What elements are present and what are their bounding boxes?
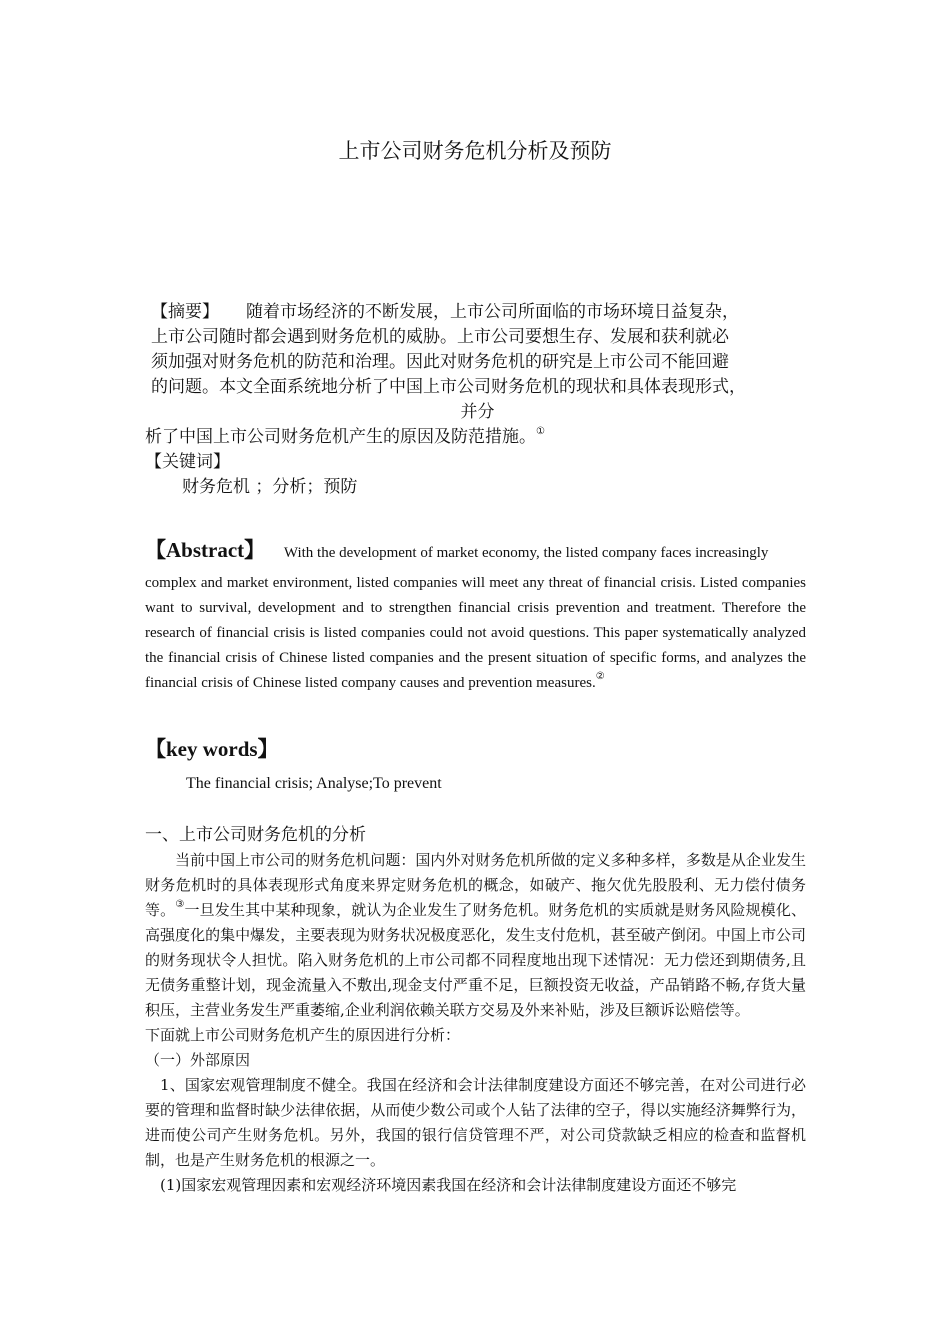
footnote-marker[interactable]: ③ xyxy=(175,899,185,910)
keywords-label: 【关键词】 xyxy=(145,452,230,472)
abstract-label: 【摘要】 xyxy=(151,302,219,322)
paragraph xyxy=(145,848,806,1023)
footnote-marker[interactable]: ① xyxy=(536,426,545,437)
abstract-en-first-line xyxy=(145,532,806,571)
abstract-text: 析了中国上市公司财务危机产生的原因及防范措施。 xyxy=(145,427,536,447)
keywords-en-value: The financial crisis; Analyse;To prevent xyxy=(186,775,442,792)
abstract-line: 须加强对财务危机的防范和治理。因此对财务危机的研究是上市公司不能回避 xyxy=(151,352,729,372)
document-title: 上市公司财务危机分析及预防 xyxy=(338,139,612,163)
abstract-line: 上市公司随时都会遇到财务危机的威胁。上市公司要想生存、发展和获利就必 xyxy=(151,327,729,347)
footnote-marker[interactable]: ② xyxy=(595,671,605,682)
paragraph: 1、国家宏观管理制度不健全。我国在经济和会计法律制度建设方面还不够完善，在对公司进行必要的管理和监督时缺少法律依据，从而使少数公司或个人钻了法律的空子，得以实施经济舞弊行为，进而使公司产生财务危机。另外，我国的银行信贷管理不严，对公司贷款缺乏相应的检查和监督机制，也是产生财务危机的根源之一。 xyxy=(145,1076,806,1169)
abstract-line xyxy=(145,425,810,450)
abstract-line xyxy=(145,300,810,325)
body-text xyxy=(145,822,806,1198)
chinese-abstract xyxy=(145,300,810,500)
section-heading: 一、上市公司财务危机的分析 xyxy=(145,825,366,845)
english-abstract xyxy=(145,532,806,696)
paragraph: 下面就上市公司财务危机产生的原因进行分析： xyxy=(145,1026,461,1044)
paragraph-text: 一旦发生其中某种现象，就认为企业发生了财务危机。财务危机的实质就是财务风险规模化、高强度化的集中爆发，主要表现为财务状况极度恶化，发生支付危机，甚至破产倒闭。中国上市公司的财务现状令人担忧。陷入财务危机的上市公司都不同程度地出现下述情况：无力偿还到期债务,且无债务重整计划，现金流量入不敷出,现金支付严重不足，巨额投资无收益，产品销路不畅,存货大量积压，主营业务发生严重萎缩,企业利润依赖关联方交易及外来补贴，涉及巨额诉讼赔偿等。 xyxy=(145,901,806,1019)
abstract-en-text: With the development of market economy, the listed company faces increasingly xyxy=(283,545,769,561)
paragraph: (1)国家宏观管理因素和宏观经济环境因素我国在经济和会计法律制度建设方面还不够完 xyxy=(160,1176,737,1194)
abstract-line: 并分 xyxy=(460,402,495,422)
abstract-en-text: complex and market environment, listed companies will meet any threat of financial crisis. Listed companies want to survival, development and to strengthen financial crisis prevention and treatment. Therefore the research of financial crisis is listed companies could not avoid questions. This paper systematically analyzed the financial crisis of Chinese listed companies and the present situation of specific forms, and analyzes the financial crisis of Chinese listed company causes and prevention measures. xyxy=(145,575,806,691)
subsection-heading: （一）外部原因 xyxy=(145,1051,251,1069)
keywords-en-label: 【key words】 xyxy=(145,737,279,761)
keywords-value: 财务危机 ；分析；预防 xyxy=(182,477,358,497)
abstract-en-label: 【Abstract】 xyxy=(145,538,266,562)
paragraph-text: 当前中国上市公司的财务危机问题：国内外对财务危机所做的定义多种多样，多数是从企业发生财务危机时的具体表现形式角度来界定财务危机的概念，如破产、拖欠优先股股利、无力偿付债务等。 xyxy=(145,851,806,919)
abstract-en-body xyxy=(145,571,806,696)
abstract-text: 随着市场经济的不断发展，上市公司所面临的市场环境日益复杂， xyxy=(246,302,740,322)
abstract-line: 的问题。本文全面系统地分析了中国上市公司财务危机的现状和具体表现形式， xyxy=(151,377,746,397)
